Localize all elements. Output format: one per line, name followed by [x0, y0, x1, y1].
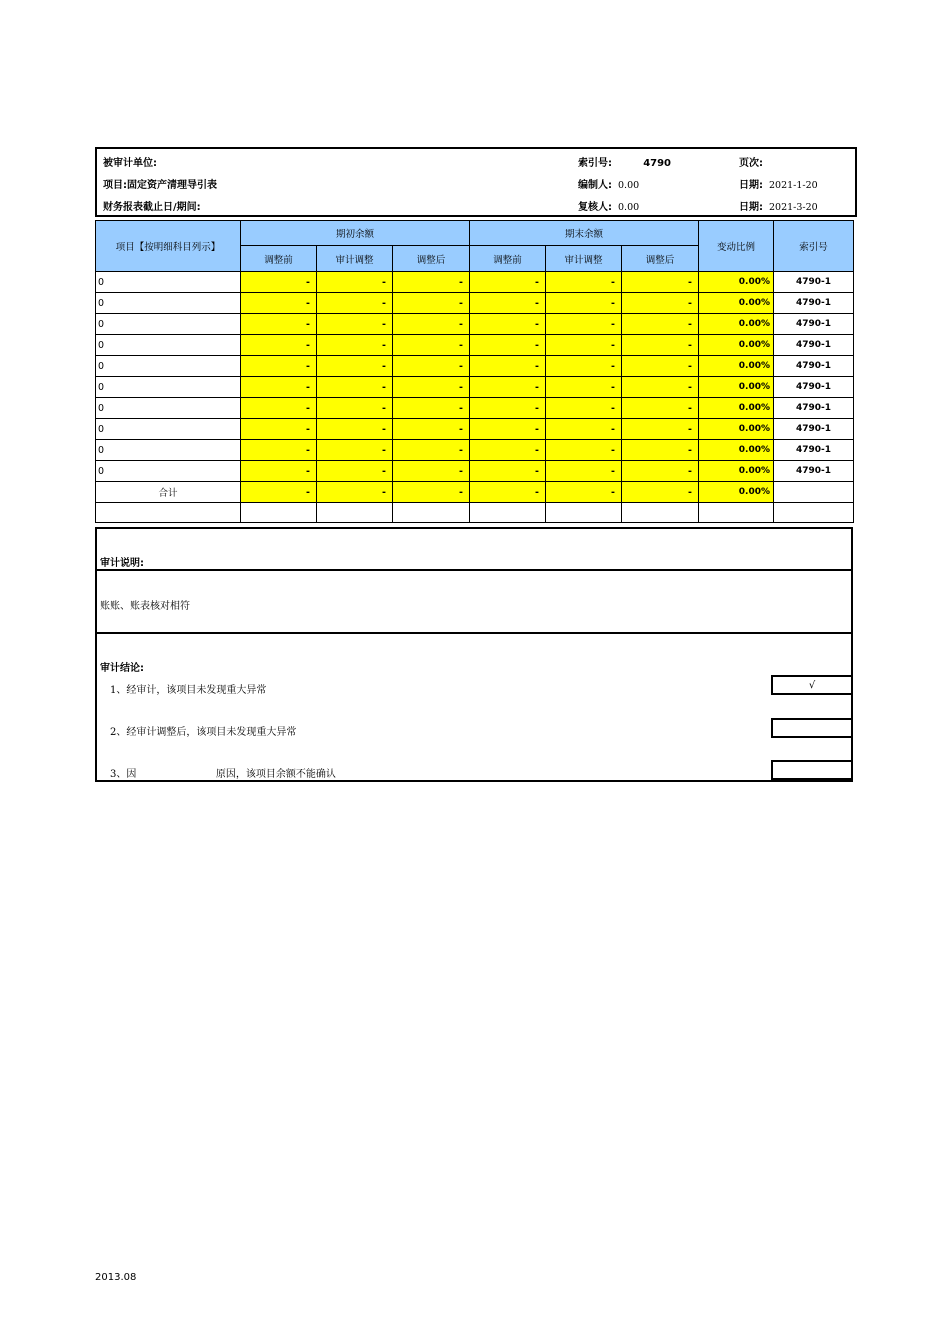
total-cell: - [546, 482, 622, 503]
conclusion-check-3[interactable] [771, 760, 853, 780]
row-amount-cell: - [393, 293, 470, 314]
row-index-ref: 4790-1 [774, 335, 854, 356]
row-amount-cell: - [393, 440, 470, 461]
footer-version: 2013.08 [95, 1272, 137, 1283]
row-amount-cell: - [470, 440, 546, 461]
total-cell: - [622, 482, 699, 503]
row-amount-cell: - [622, 356, 699, 377]
audit-notes-box [95, 569, 853, 634]
change-ratio-header: 变动比例 [699, 221, 774, 272]
row-amount-cell: - [393, 461, 470, 482]
row-amount-cell: - [622, 314, 699, 335]
row-amount-cell: - [241, 377, 317, 398]
open-before-header: 调整前 [241, 246, 317, 272]
row-amount-cell: - [241, 272, 317, 293]
row-amount-cell: - [317, 398, 393, 419]
row-amount-cell: - [317, 272, 393, 293]
row-amount-cell: - [470, 356, 546, 377]
row-amount-cell: - [470, 272, 546, 293]
audit-conclusion-box [95, 632, 853, 782]
closing-balance-header: 期末余额 [470, 221, 699, 246]
total-label: 合计 [96, 482, 241, 503]
table-row [96, 440, 854, 461]
row-amount-cell: - [546, 461, 622, 482]
table-row [96, 356, 854, 377]
row-amount-cell: - [317, 293, 393, 314]
date1-line [739, 176, 818, 191]
row-amount-cell: - [393, 335, 470, 356]
row-amount-cell: - [241, 356, 317, 377]
date1-value: 2021-1-20 [769, 180, 818, 191]
project-label: 项目: [103, 180, 127, 191]
table-row [96, 293, 854, 314]
row-amount-cell: - [317, 440, 393, 461]
row-amount-cell: - [393, 314, 470, 335]
row-item-name: 0 [96, 398, 241, 419]
row-amount-cell: - [470, 314, 546, 335]
row-amount-cell: - [622, 335, 699, 356]
row-amount-cell: - [622, 419, 699, 440]
row-change-pct: 0.00% [699, 398, 774, 419]
close-adjust-header: 审计调整 [546, 246, 622, 272]
row-amount-cell: - [622, 440, 699, 461]
row-amount-cell: - [241, 419, 317, 440]
index-line [578, 154, 671, 169]
reviewer-line [578, 198, 639, 213]
audit-notes-text: 账账、账表核对相符 [100, 601, 190, 612]
open-adjust-header: 审计调整 [317, 246, 393, 272]
date2-line [739, 198, 818, 213]
row-item-name: 0 [96, 440, 241, 461]
row-amount-cell: - [317, 377, 393, 398]
table-row [96, 419, 854, 440]
date2-value: 2021-3-20 [769, 202, 818, 213]
row-change-pct: 0.00% [699, 335, 774, 356]
row-change-pct: 0.00% [699, 461, 774, 482]
row-index-ref: 4790-1 [774, 314, 854, 335]
row-change-pct: 0.00% [699, 272, 774, 293]
row-item-name: 0 [96, 419, 241, 440]
row-item-name: 0 [96, 314, 241, 335]
empty-row [96, 503, 854, 523]
close-before-header: 调整前 [470, 246, 546, 272]
open-after-header: 调整后 [393, 246, 470, 272]
row-amount-cell: - [241, 314, 317, 335]
table-row [96, 461, 854, 482]
row-amount-cell: - [546, 440, 622, 461]
table-row [96, 272, 854, 293]
table-row [96, 335, 854, 356]
row-amount-cell: - [622, 398, 699, 419]
row-amount-cell: - [546, 398, 622, 419]
row-amount-cell: - [241, 293, 317, 314]
close-after-header: 调整后 [622, 246, 699, 272]
row-amount-cell: - [546, 314, 622, 335]
row-amount-cell: - [393, 356, 470, 377]
date1-label: 日期: [739, 180, 763, 191]
row-change-pct: 0.00% [699, 314, 774, 335]
total-index [774, 482, 854, 503]
row-amount-cell: - [622, 272, 699, 293]
row-amount-cell: - [546, 377, 622, 398]
conclusion-item-3: 3、因 原因，该项目余额不能确认 [110, 769, 336, 780]
row-amount-cell: - [546, 335, 622, 356]
row-change-pct: 0.00% [699, 377, 774, 398]
header-block [95, 147, 857, 217]
row-amount-cell: - [393, 272, 470, 293]
row-change-pct: 0.00% [699, 356, 774, 377]
row-amount-cell: - [317, 335, 393, 356]
row-item-name: 0 [96, 293, 241, 314]
row-amount-cell: - [622, 377, 699, 398]
total-row [96, 482, 854, 503]
row-amount-cell: - [317, 314, 393, 335]
col-item-header: 项目【按明细科目列示】 [96, 221, 241, 272]
audited-unit-label: 被审计单位: [103, 158, 157, 169]
row-index-ref: 4790-1 [774, 419, 854, 440]
row-index-ref: 4790-1 [774, 377, 854, 398]
row-amount-cell: - [393, 419, 470, 440]
row-amount-cell: - [546, 356, 622, 377]
date2-label: 日期: [739, 202, 763, 213]
table-row [96, 314, 854, 335]
total-cell: - [317, 482, 393, 503]
reviewer-label: 复核人: [578, 202, 612, 213]
row-amount-cell: - [241, 440, 317, 461]
conclusion-item-1: 1、经审计，该项目未发现重大异常 [110, 685, 267, 696]
audit-notes-label: 审计说明: [100, 558, 144, 569]
row-change-pct: 0.00% [699, 440, 774, 461]
row-amount-cell: - [317, 419, 393, 440]
row-amount-cell: - [470, 419, 546, 440]
row-amount-cell: - [241, 398, 317, 419]
period-label: 财务报表截止日/期间: [103, 202, 201, 213]
row-amount-cell: - [393, 398, 470, 419]
row-amount-cell: - [622, 461, 699, 482]
row-item-name: 0 [96, 335, 241, 356]
total-pct: 0.00% [699, 482, 774, 503]
project-value: 固定资产清理导引表 [127, 180, 217, 191]
row-amount-cell: - [470, 335, 546, 356]
row-item-name: 0 [96, 377, 241, 398]
row-item-name: 0 [96, 272, 241, 293]
row-amount-cell: - [317, 461, 393, 482]
row-change-pct: 0.00% [699, 293, 774, 314]
guide-table [95, 220, 854, 523]
row-amount-cell: - [241, 461, 317, 482]
row-amount-cell: - [546, 293, 622, 314]
row-index-ref: 4790-1 [774, 440, 854, 461]
row-amount-cell: - [470, 398, 546, 419]
conclusion-check-1[interactable]: √ [771, 675, 853, 695]
opening-balance-header: 期初余额 [241, 221, 470, 246]
row-amount-cell: - [546, 419, 622, 440]
row-index-ref: 4790-1 [774, 461, 854, 482]
preparer-value: 0.00 [618, 180, 640, 191]
row-change-pct: 0.00% [699, 419, 774, 440]
table-row [96, 398, 854, 419]
conclusion-check-2[interactable] [771, 718, 853, 738]
row-amount-cell: - [622, 293, 699, 314]
total-cell: - [470, 482, 546, 503]
index-label: 索引号: [578, 158, 612, 169]
row-index-ref: 4790-1 [774, 356, 854, 377]
reviewer-value: 0.00 [618, 202, 640, 213]
row-item-name: 0 [96, 356, 241, 377]
row-amount-cell: - [393, 377, 470, 398]
total-cell: - [241, 482, 317, 503]
table-row [96, 377, 854, 398]
project-line [103, 176, 217, 191]
preparer-label: 编制人: [578, 180, 612, 191]
audit-conclusion-label: 审计结论: [100, 663, 144, 674]
row-index-ref: 4790-1 [774, 272, 854, 293]
conclusion-item-2: 2、经审计调整后，该项目未发现重大异常 [110, 727, 297, 738]
index-value: 4790 [643, 158, 672, 169]
index-header: 索引号 [774, 221, 854, 272]
row-amount-cell: - [546, 272, 622, 293]
row-amount-cell: - [241, 335, 317, 356]
row-index-ref: 4790-1 [774, 293, 854, 314]
row-amount-cell: - [470, 293, 546, 314]
row-amount-cell: - [470, 461, 546, 482]
row-amount-cell: - [317, 356, 393, 377]
audit-notes-label-box [95, 527, 853, 571]
page-label: 页次: [739, 158, 763, 169]
total-cell: - [393, 482, 470, 503]
row-index-ref: 4790-1 [774, 398, 854, 419]
preparer-line [578, 176, 639, 191]
row-amount-cell: - [470, 377, 546, 398]
row-item-name: 0 [96, 461, 241, 482]
